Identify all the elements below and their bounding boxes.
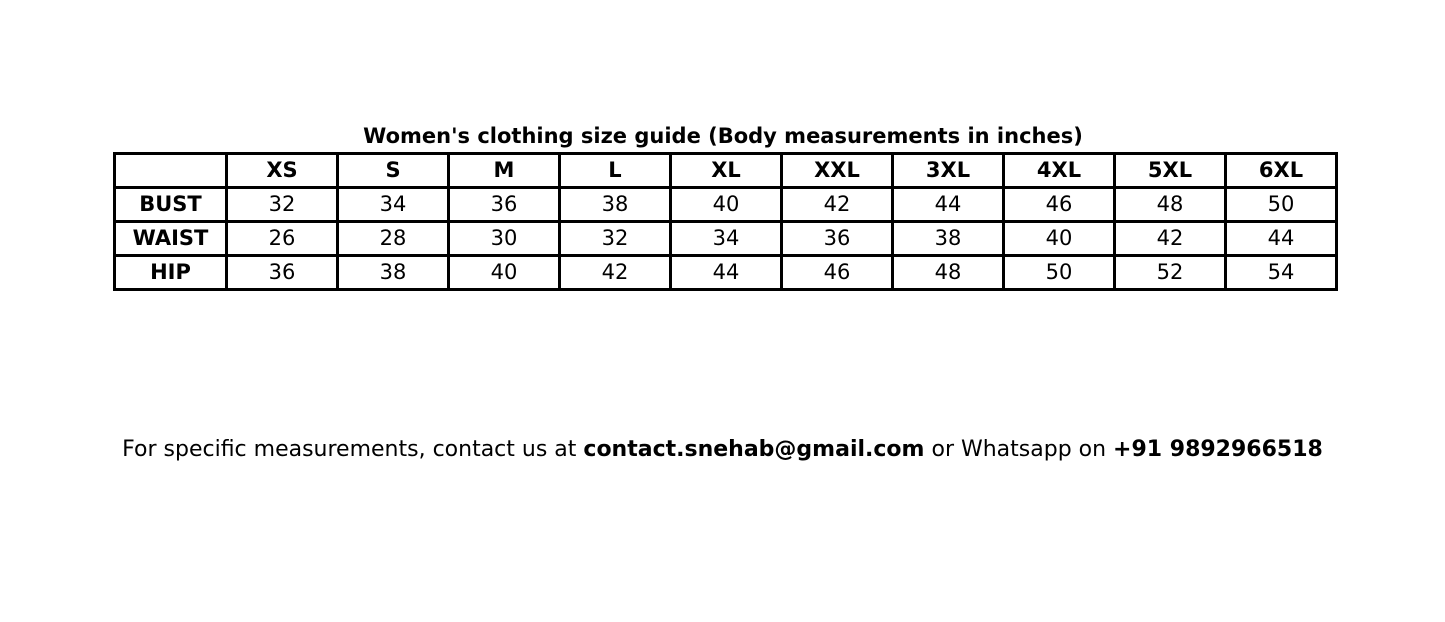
cell-waist-3xl: 38 bbox=[893, 222, 1004, 256]
size-header-3xl: 3XL bbox=[893, 154, 1004, 188]
table-row bbox=[115, 188, 1337, 222]
table-corner-cell bbox=[115, 154, 227, 188]
cell-bust-6xl: 50 bbox=[1226, 188, 1337, 222]
page-title: Women's clothing size guide (Body measurements in inches) bbox=[363, 124, 1083, 148]
table-header-row bbox=[115, 154, 1337, 188]
cell-bust-xs: 32 bbox=[227, 188, 338, 222]
cell-hip-xxl: 46 bbox=[782, 256, 893, 290]
size-header-xs: XS bbox=[227, 154, 338, 188]
cell-waist-xxl: 36 bbox=[782, 222, 893, 256]
size-guide-table bbox=[113, 152, 1338, 291]
contact-email[interactable]: contact.snehab@gmail.com bbox=[583, 437, 925, 462]
cell-bust-5xl: 48 bbox=[1115, 188, 1226, 222]
cell-hip-xs: 36 bbox=[227, 256, 338, 290]
table-row bbox=[115, 222, 1337, 256]
cell-hip-m: 40 bbox=[449, 256, 560, 290]
cell-bust-m: 36 bbox=[449, 188, 560, 222]
cell-hip-3xl: 48 bbox=[893, 256, 1004, 290]
cell-hip-xl: 44 bbox=[671, 256, 782, 290]
cell-bust-xxl: 42 bbox=[782, 188, 893, 222]
contact-phone[interactable]: +91 9892966518 bbox=[1113, 437, 1323, 462]
size-header-m: M bbox=[449, 154, 560, 188]
contact-note bbox=[0, 437, 1445, 462]
cell-bust-3xl: 44 bbox=[893, 188, 1004, 222]
size-header-l: L bbox=[560, 154, 671, 188]
cell-hip-6xl: 54 bbox=[1226, 256, 1337, 290]
cell-waist-xl: 34 bbox=[671, 222, 782, 256]
cell-hip-4xl: 50 bbox=[1004, 256, 1115, 290]
size-header-s: S bbox=[338, 154, 449, 188]
size-header-6xl: 6XL bbox=[1226, 154, 1337, 188]
size-header-5xl: 5XL bbox=[1115, 154, 1226, 188]
cell-waist-6xl: 44 bbox=[1226, 222, 1337, 256]
cell-hip-l: 42 bbox=[560, 256, 671, 290]
cell-waist-m: 30 bbox=[449, 222, 560, 256]
cell-waist-l: 32 bbox=[560, 222, 671, 256]
table-row bbox=[115, 256, 1337, 290]
row-label-bust: BUST bbox=[115, 188, 227, 222]
cell-waist-5xl: 42 bbox=[1115, 222, 1226, 256]
cell-bust-xl: 40 bbox=[671, 188, 782, 222]
cell-hip-s: 38 bbox=[338, 256, 449, 290]
cell-waist-s: 28 bbox=[338, 222, 449, 256]
cell-bust-l: 38 bbox=[560, 188, 671, 222]
size-header-xl: XL bbox=[671, 154, 782, 188]
row-label-waist: WAIST bbox=[115, 222, 227, 256]
cell-waist-xs: 26 bbox=[227, 222, 338, 256]
cell-hip-5xl: 52 bbox=[1115, 256, 1226, 290]
size-header-4xl: 4XL bbox=[1004, 154, 1115, 188]
cell-bust-s: 34 bbox=[338, 188, 449, 222]
row-label-hip: HIP bbox=[115, 256, 227, 290]
contact-lead-text: For specific measurements, contact us at bbox=[122, 437, 584, 462]
size-header-xxl: XXL bbox=[782, 154, 893, 188]
contact-middle-text: or Whatsapp on bbox=[924, 437, 1114, 462]
cell-bust-4xl: 46 bbox=[1004, 188, 1115, 222]
cell-waist-4xl: 40 bbox=[1004, 222, 1115, 256]
